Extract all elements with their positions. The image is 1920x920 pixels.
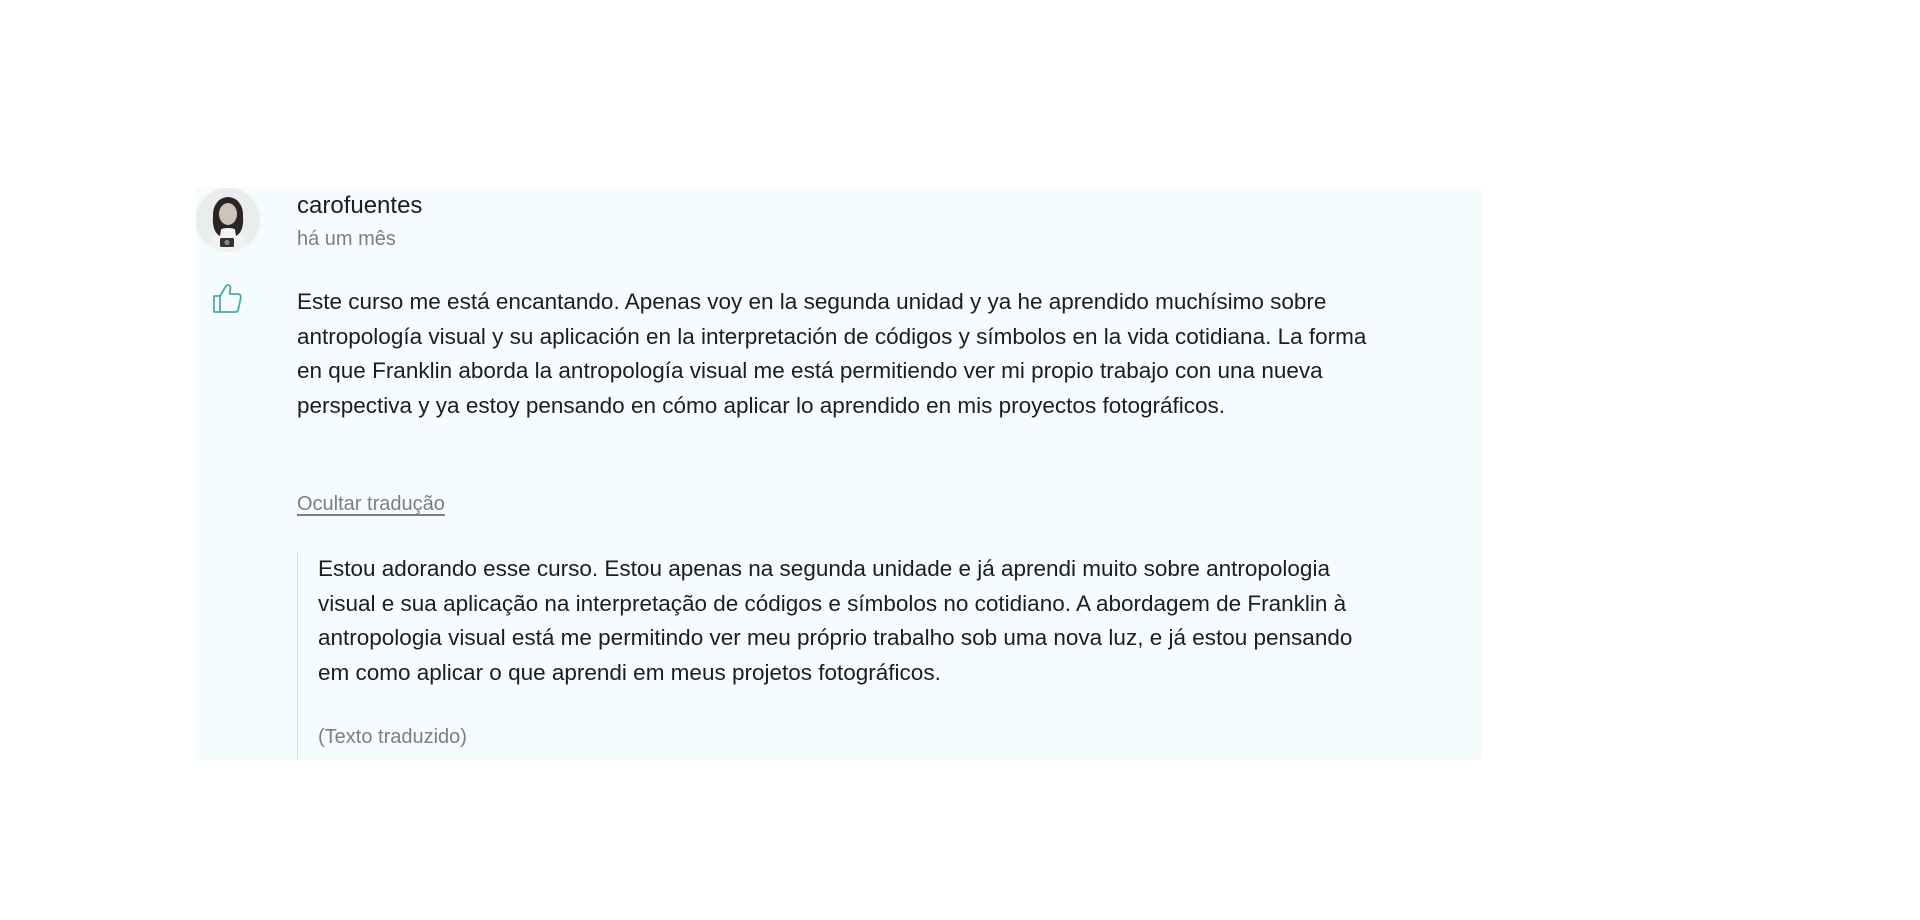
like-button[interactable] bbox=[210, 281, 244, 315]
comment-timestamp: há um mês bbox=[297, 228, 396, 250]
translated-note: (Texto traduzido) bbox=[318, 726, 467, 748]
translated-text: Estou adorando esse curso. Estou apenas na segunda unidade e já aprendi muito sobre antropologia visual e sua aplicação na interpretação de códigos e símbolos no cotidiano. A abordagem de Franklin à antropologia visual está me permitindo ver meu próprio trabalho sob uma nova luz, e já estou pensando em como aplicar o que aprendi em meus projetos fotográficos. bbox=[318, 556, 1353, 685]
avatar[interactable] bbox=[196, 188, 260, 252]
user-avatar-photo bbox=[196, 188, 260, 252]
hide-translation-link[interactable]: Ocultar tradução bbox=[297, 493, 445, 515]
comment-original-text: Este curso me está encantando. Apenas voy en la segunda unidad y ya he aprendido muchísimo sobre antropología visual y su aplicación en la interpretación de códigos y símbolos en la vida cotidiana. La forma en que Franklin aborda la antropología visual me está permitiendo ver mi propio trabajo con una nueva perspectiva y ya estoy pensando en cómo aplicar lo aprendido en mis proyectos fotográficos. bbox=[297, 289, 1367, 418]
thumbs-up-icon bbox=[210, 281, 244, 315]
username[interactable]: carofuentes bbox=[297, 192, 423, 219]
comment-card bbox=[196, 188, 1482, 760]
translation-block bbox=[297, 552, 1388, 760]
